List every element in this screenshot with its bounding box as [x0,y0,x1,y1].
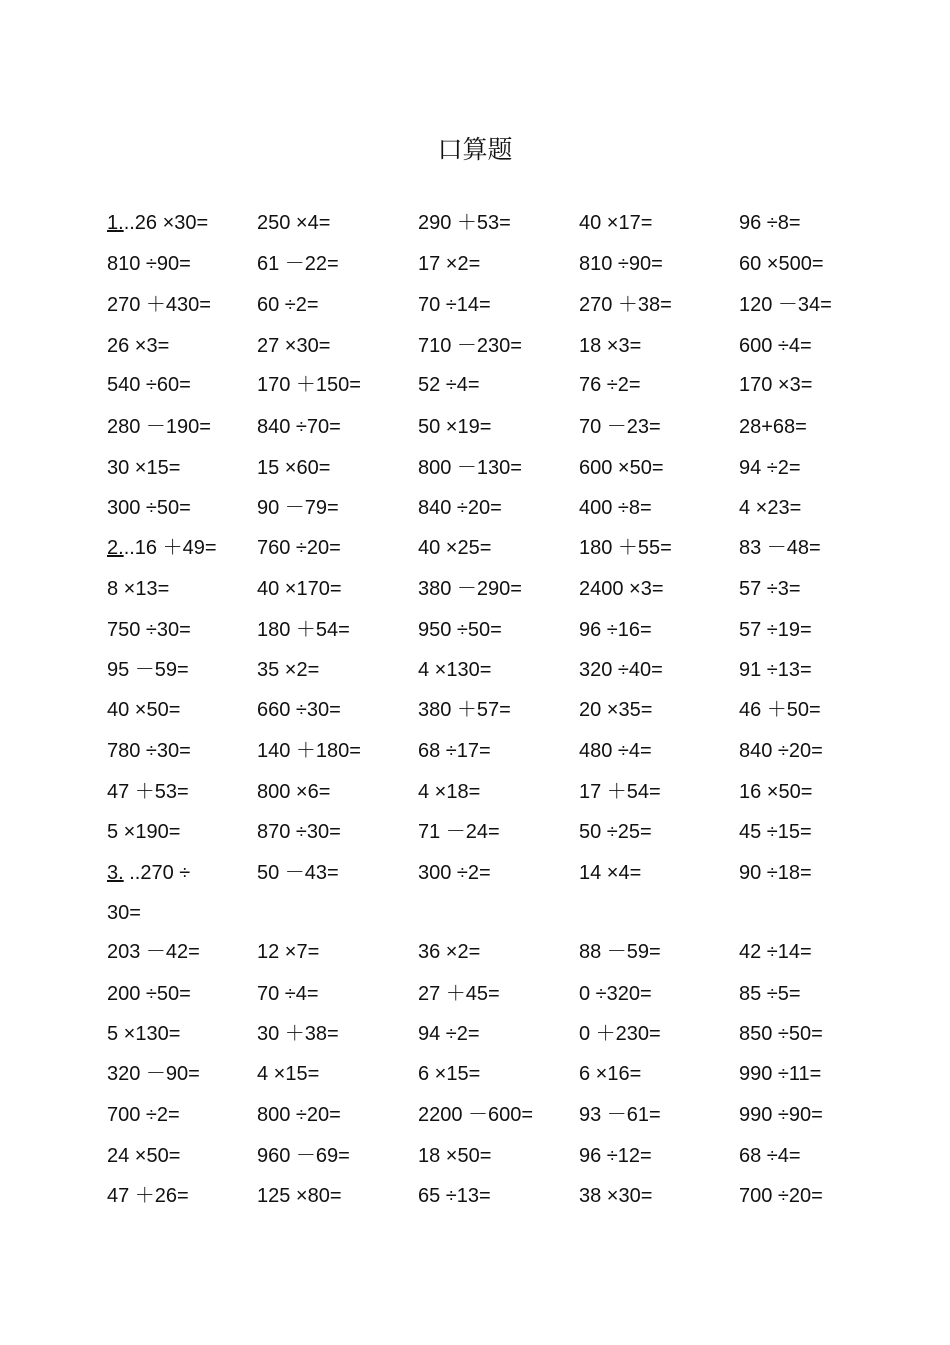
problem-cell: 0 ÷320= [579,983,652,1005]
problem-cell: 380 －290= [418,578,522,600]
problem-cell: 300 ÷2= [418,862,491,884]
problem-cell: 960 －69= [257,1145,350,1167]
problem-cell: 45 ÷15= [739,821,812,843]
problem-cell: 68 ÷4= [739,1145,801,1167]
problem-cell: 60 ×500= [739,253,824,275]
problem-cell: 170 ×3= [739,374,813,396]
problem-cell: 38 ×30= [579,1185,653,1207]
problem-cell: 61 －22= [257,253,339,275]
problem-cell: 840 ÷20= [418,497,502,519]
problem-cell: 870 ÷30= [257,821,341,843]
problem-cell: 4 ×130= [418,659,492,681]
problem-cell: 18 ×3= [579,335,642,357]
problem-cell: 780 ÷30= [107,740,191,762]
problem-cell: 810 ÷90= [579,253,663,275]
problem-cell: 15 ×60= [257,457,331,479]
problem-cell: 4 ×15= [257,1063,320,1085]
problem-cell: 91 ÷13= [739,659,812,681]
problem-cell: 90 －79= [257,497,339,519]
problem-cell: 65 ÷13= [418,1185,491,1207]
problem-cell: 17 ×2= [418,253,481,275]
problem-cell: 750 ÷30= [107,619,191,641]
problem-cell: 0 ＋230= [579,1023,661,1045]
problem-cell: 47 ＋26= [107,1185,189,1207]
problem-cell: 800 ×6= [257,781,331,803]
problem-cell: 20 ×35= [579,699,653,721]
problem-cell: 50 ×19= [418,416,492,438]
problem-cell: 30= [107,902,141,924]
problem-cell: 6 ×15= [418,1063,481,1085]
problem-cell: 270 ＋38= [579,294,672,316]
problem-cell: 28+68= [739,416,807,438]
problem-cell: 52 ÷4= [418,374,480,396]
problem-cell: 320 ÷40= [579,659,663,681]
problem-cell: 760 ÷20= [257,537,341,559]
problem-cell: 57 ÷3= [739,578,801,600]
problem-cell: 840 ÷20= [739,740,823,762]
problem-cell: 94 ÷2= [418,1023,480,1045]
problem-cell: 95 －59= [107,659,189,681]
problem-cell: 660 ÷30= [257,699,341,721]
problem-cell: 700 ÷2= [107,1104,180,1126]
problem-cell: 70 －23= [579,416,661,438]
problem-cell: 2200 －600= [418,1104,534,1126]
problem-cell: 6 ×16= [579,1063,642,1085]
problem-cell: 600 ÷4= [739,335,812,357]
problem-cell: 18 ×50= [418,1145,492,1167]
problem-cell: 990 ÷90= [739,1104,823,1126]
problem-cell: 46 ＋50= [739,699,821,721]
problem-cell: 5 ×130= [107,1023,181,1045]
problem-cell: 40 ×50= [107,699,181,721]
problem-cell: 30 ＋38= [257,1023,339,1045]
problem-cell: 300 ÷50= [107,497,191,519]
problem-cell: 50 ÷25= [579,821,652,843]
problem-cell: 180 ＋55= [579,537,672,559]
problem-cell: 71 －24= [418,821,500,843]
problem-cell: 950 ÷50= [418,619,502,641]
problem-cell: 96 ÷16= [579,619,652,641]
problem-cell: 70 ÷4= [257,983,319,1005]
problem-cell: 320 －90= [107,1063,200,1085]
problem-cell: 990 ÷11= [739,1063,822,1085]
problem-cell: 250 ×4= [257,212,331,234]
problem-cell: 700 ÷20= [739,1185,823,1207]
problem-cell: 24 ×50= [107,1145,181,1167]
problem-cell: 810 ÷90= [107,253,191,275]
problem-cell: 27 ＋45= [418,983,500,1005]
problem-cell: 125 ×80= [257,1185,342,1207]
problem-cell: 26 ×3= [107,335,170,357]
problem-cell: 85 ÷5= [739,983,801,1005]
problem-cell: 40 ×17= [579,212,653,234]
problem-cell: 540 ÷60= [107,374,191,396]
problem-cell: 93 －61= [579,1104,661,1126]
problem-cell: 203 －42= [107,941,200,963]
problem-cell: 5 ×190= [107,821,181,843]
problem-cell: 47 ＋53= [107,781,189,803]
problem-cell: 40 ×170= [257,578,342,600]
problem-cell: 850 ÷50= [739,1023,823,1045]
problem-cell: 120 －34= [739,294,832,316]
problem-cell: 57 ÷19= [739,619,812,641]
page-title: 口算题 [437,135,513,164]
problem-cell: 76 ÷2= [579,374,641,396]
problem-cell: 35 ×2= [257,659,320,681]
problem-cell: 83 －48= [739,537,821,559]
problem-cell: 180 ＋54= [257,619,350,641]
problem-cell: 36 ×2= [418,941,481,963]
problem-cell: 68 ÷17= [418,740,491,762]
problem-cell: 140 ＋180= [257,740,361,762]
problem-cell: 96 ÷12= [579,1145,652,1167]
problem-cell: 70 ÷14= [418,294,491,316]
problem-cell: 60 ÷2= [257,294,319,316]
problem-cell: 30 ×15= [107,457,181,479]
problem-cell: 200 ÷50= [107,983,191,1005]
problem-cell: 94 ÷2= [739,457,801,479]
problem-cell: 50 －43= [257,862,339,884]
problem-cell: 710 －230= [418,335,522,357]
problem-cell: 280 －190= [107,416,211,438]
problem-cell: 2...16 ＋49= [107,537,217,559]
problem-cell: 4 ×18= [418,781,481,803]
problem-cell: 600 ×50= [579,457,664,479]
problem-cell: 8 ×13= [107,578,170,600]
problem-cell: 290 ＋53= [418,212,511,234]
problem-cell: 14 ×4= [579,862,642,884]
problem-cell: 17 ＋54= [579,781,661,803]
problem-cell: 400 ÷8= [579,497,652,519]
problem-cell: 4 ×23= [739,497,802,519]
problem-cell: 96 ÷8= [739,212,801,234]
problem-cell: 270 ＋430= [107,294,211,316]
problem-cell: 27 ×30= [257,335,331,357]
problem-cell: 480 ÷4= [579,740,652,762]
problem-cell: 40 ×25= [418,537,492,559]
problem-cell: 1...26 ×30= [107,212,209,234]
problem-cell: 42 ÷14= [739,941,812,963]
problem-cell: 380 ＋57= [418,699,511,721]
problem-cell: 170 ＋150= [257,374,361,396]
problem-cell: 2400 ×3= [579,578,664,600]
problem-cell: 800 ÷20= [257,1104,341,1126]
problem-cell: 12 ×7= [257,941,320,963]
problem-cell: 16 ×50= [739,781,813,803]
problem-cell: 88 －59= [579,941,661,963]
problem-cell: 90 ÷18= [739,862,812,884]
problem-cell: 3. ..270 ÷ [107,862,191,884]
problem-cell: 800 －130= [418,457,522,479]
problem-cell: 840 ÷70= [257,416,341,438]
